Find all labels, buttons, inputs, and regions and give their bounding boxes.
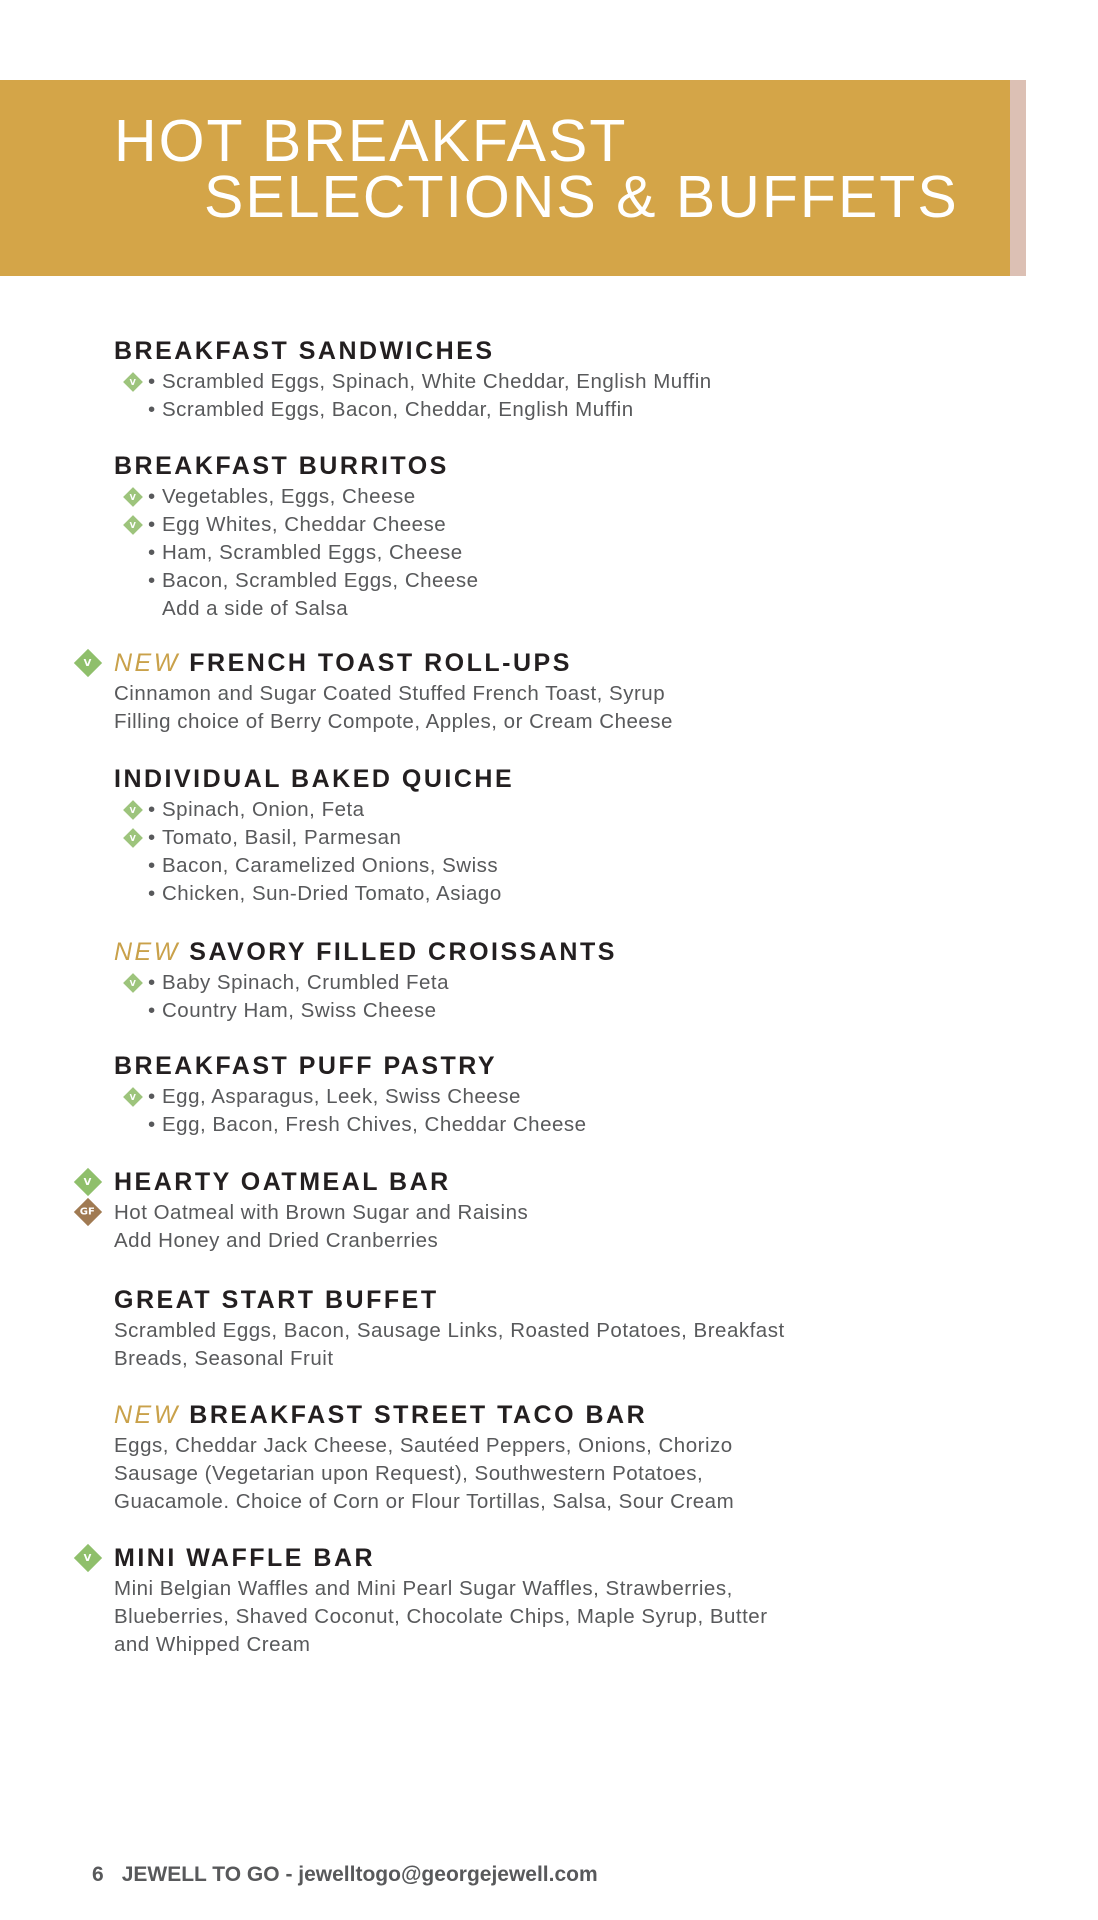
list-item: [148, 1083, 521, 1111]
list-item: [148, 483, 416, 511]
list-item-text: Country Ham, Swiss Cheese: [162, 999, 437, 1022]
list-item-text: Bacon, Scrambled Eggs, Cheese: [162, 569, 479, 592]
list-item: [148, 396, 634, 424]
section-heading: [114, 451, 449, 481]
bullet-icon: •: [148, 971, 156, 994]
section-description-line: and Whipped Cream: [114, 1633, 311, 1656]
footer: [92, 1862, 598, 1888]
vegetarian-icon: [123, 372, 143, 392]
vegetarian-icon: [123, 515, 143, 535]
badge-label: V: [84, 1552, 92, 1564]
section-heading-text: SAVORY FILLED CROISSANTS: [189, 938, 617, 966]
footer-separator: -: [279, 1863, 299, 1886]
section-description-line: Guacamole. Choice of Corn or Flour Tortillas, Salsa, Sour Cream: [114, 1490, 735, 1513]
badge-label: V: [129, 492, 137, 502]
list-item-text: Egg, Bacon, Fresh Chives, Cheddar Cheese: [162, 1113, 587, 1136]
bullet-icon: •: [148, 541, 156, 564]
footer-brand: JEWELL TO GO: [121, 1863, 280, 1886]
list-item: [148, 824, 401, 852]
section-heading-text: BREAKFAST BURRITOS: [114, 452, 449, 480]
section-heading-text: FRENCH TOAST ROLL-UPS: [189, 649, 572, 677]
bullet-icon: •: [148, 882, 156, 905]
list-item: [148, 997, 437, 1025]
bullet-icon: •: [148, 854, 156, 877]
section-heading-text: BREAKFAST STREET TACO BAR: [189, 1401, 648, 1429]
list-item-text: Bacon, Caramelized Onions, Swiss: [162, 854, 499, 877]
vegetarian-icon: [123, 1087, 143, 1107]
section-heading: [114, 937, 617, 967]
bullet-icon: •: [148, 1113, 156, 1136]
list-item-text: Egg, Asparagus, Leek, Swiss Cheese: [162, 1085, 521, 1108]
vegetarian-icon: [123, 828, 143, 848]
list-item-text: Chicken, Sun-Dried Tomato, Asiago: [162, 882, 502, 905]
list-item-text: Egg Whites, Cheddar Cheese: [162, 513, 447, 536]
section-description-line: Cinnamon and Sugar Coated Stuffed French Toast, Syrup: [114, 682, 666, 705]
list-item-text: Tomato, Basil, Parmesan: [162, 826, 402, 849]
section-description-line: Scrambled Eggs, Bacon, Sausage Links, Roasted Potatoes, Breakfast: [114, 1319, 785, 1342]
bullet-icon: •: [148, 798, 156, 821]
new-tag: NEW: [114, 938, 180, 966]
badge-label: V: [129, 978, 137, 988]
section-heading-text: HEARTY OATMEAL BAR: [114, 1168, 451, 1196]
bullet-icon: •: [148, 513, 156, 536]
section-heading: [114, 336, 495, 366]
header-banner-edge: [1010, 80, 1026, 276]
list-item: [148, 880, 502, 908]
section-description-line: Hot Oatmeal with Brown Sugar and Raisins: [114, 1201, 529, 1224]
badge-label: V: [84, 657, 92, 669]
vegetarian-icon: [74, 1168, 102, 1196]
badge-label: V: [129, 377, 137, 387]
list-item-text: Vegetables, Eggs, Cheese: [162, 485, 416, 508]
gluten-free-icon: [74, 1198, 102, 1226]
vegetarian-icon: [123, 800, 143, 820]
bullet-icon: •: [148, 999, 156, 1022]
section-heading-text: GREAT START BUFFET: [114, 1286, 439, 1314]
page-title-line-2: SELECTIONS & BUFFETS: [204, 164, 959, 230]
list-item: [148, 511, 446, 539]
list-item: [148, 852, 498, 880]
list-item: [148, 796, 365, 824]
section-heading: [114, 1167, 451, 1197]
list-item-text: Spinach, Onion, Feta: [162, 798, 365, 821]
section-heading-text: MINI WAFFLE BAR: [114, 1544, 376, 1572]
vegetarian-icon: [74, 649, 102, 677]
section-heading: [114, 1543, 375, 1573]
section-heading: [114, 1051, 497, 1081]
badge-label: V: [129, 833, 137, 843]
bullet-icon: •: [148, 370, 156, 393]
section-description-line: Add Honey and Dried Cranberries: [114, 1229, 439, 1252]
list-item-text: Scrambled Eggs, Spinach, White Cheddar, English Muffin: [162, 370, 712, 393]
badge-label: V: [129, 1092, 137, 1102]
page-title-line-1: HOT BREAKFAST: [114, 108, 628, 174]
vegetarian-icon: [123, 973, 143, 993]
section-description-line: Filling choice of Berry Compote, Apples, or Cream Cheese: [114, 710, 673, 733]
list-item: [148, 368, 712, 396]
section-description-line: Eggs, Cheddar Jack Cheese, Sautéed Peppers, Onions, Chorizo: [114, 1434, 733, 1457]
list-item: [148, 969, 449, 997]
section-description-line: Breads, Seasonal Fruit: [114, 1347, 334, 1370]
list-item-text: Ham, Scrambled Eggs, Cheese: [162, 541, 463, 564]
list-item-text: Scrambled Eggs, Bacon, Cheddar, English Muffin: [162, 398, 634, 421]
badge-label: GF: [80, 1206, 96, 1218]
bullet-icon: •: [148, 826, 156, 849]
bullet-icon: •: [148, 1085, 156, 1108]
section-heading: [114, 1285, 439, 1315]
section-heading: [114, 648, 572, 678]
page-number: 6: [92, 1863, 104, 1886]
section-description-line: Blueberries, Shaved Coconut, Chocolate Chips, Maple Syrup, Butter: [114, 1605, 768, 1628]
bullet-icon: •: [148, 398, 156, 421]
list-item: [148, 1111, 587, 1139]
badge-label: V: [129, 805, 137, 815]
vegetarian-icon: [74, 1544, 102, 1572]
new-tag: NEW: [114, 649, 180, 677]
list-item: [148, 539, 463, 567]
list-item-text: Baby Spinach, Crumbled Feta: [162, 971, 449, 994]
section-description-line: Sausage (Vegetarian upon Request), Southwestern Potatoes,: [114, 1462, 704, 1485]
badge-label: V: [84, 1176, 92, 1188]
section-heading: [114, 764, 514, 794]
section-heading-text: INDIVIDUAL BAKED QUICHE: [114, 765, 515, 793]
vegetarian-icon: [123, 487, 143, 507]
bullet-icon: •: [148, 485, 156, 508]
section-note: Add a side of Salsa: [162, 597, 349, 620]
bullet-icon: •: [148, 569, 156, 592]
badge-label: V: [129, 520, 137, 530]
section-description-line: Mini Belgian Waffles and Mini Pearl Sugar Waffles, Strawberries,: [114, 1577, 733, 1600]
footer-email: jewelltogo@georgejewell.com: [298, 1863, 598, 1886]
section-heading-text: BREAKFAST SANDWICHES: [114, 337, 495, 365]
new-tag: NEW: [114, 1401, 180, 1429]
list-item: [148, 567, 478, 595]
section-heading-text: BREAKFAST PUFF PASTRY: [114, 1052, 498, 1080]
section-heading: [114, 1400, 647, 1430]
